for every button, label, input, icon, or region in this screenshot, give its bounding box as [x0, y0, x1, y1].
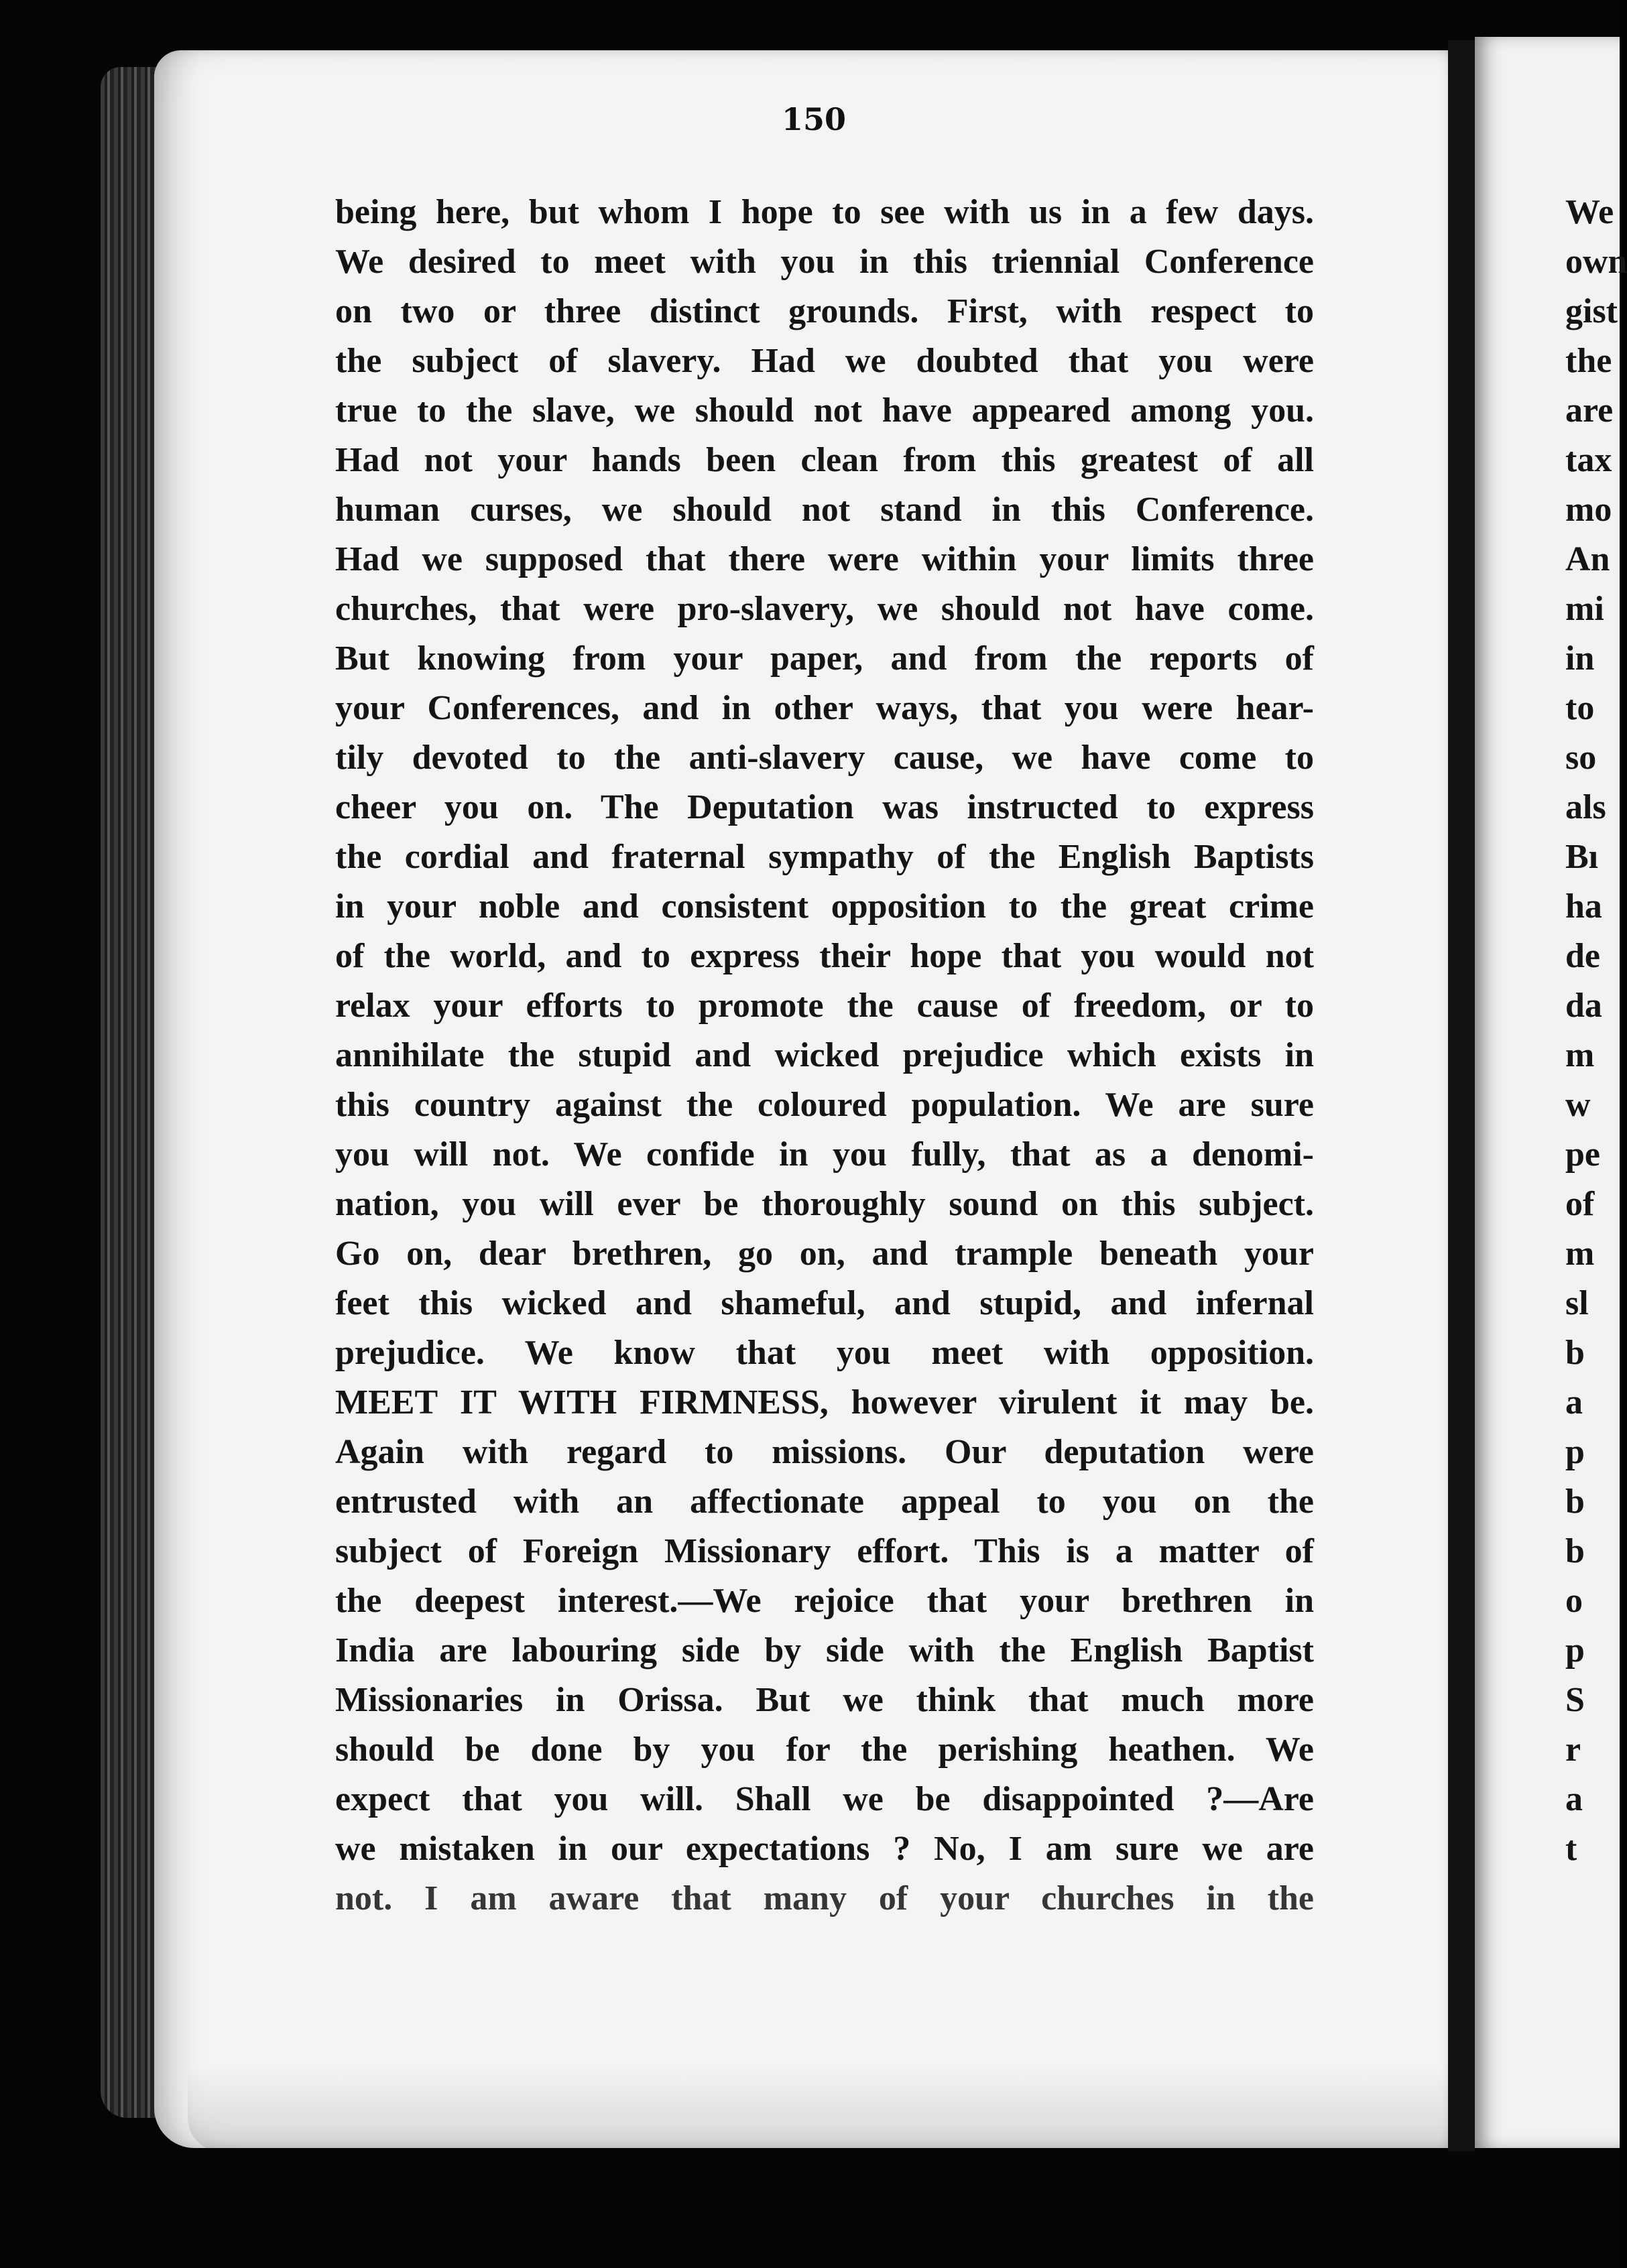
- text-line: in your noble and consistent opposition to the great crime: [335, 887, 1314, 926]
- right-text-fragment: so: [1565, 739, 1597, 777]
- text-line: the cordial and fraternal sympathy of the English Baptists: [335, 838, 1314, 876]
- right-text-fragment: in: [1565, 639, 1595, 678]
- right-text-fragment: b: [1565, 1334, 1585, 1372]
- text-line: Again with regard to missions. Our deputation were: [335, 1433, 1314, 1471]
- text-line: churches, that were pro-slavery, we should not have come.: [335, 590, 1314, 628]
- right-text-fragment: de: [1565, 937, 1600, 975]
- text-line: Had we supposed that there were within your limits three: [335, 540, 1314, 578]
- text-line: But knowing from your paper, and from the reports of: [335, 639, 1314, 678]
- text-line: the deepest interest.—We rejoice that your brethren in: [335, 1582, 1314, 1620]
- text-line: entrusted with an affectionate appeal to you on the: [335, 1483, 1314, 1521]
- right-text-fragment: o: [1565, 1582, 1583, 1620]
- right-text-fragment: sl: [1565, 1284, 1589, 1322]
- text-line: the subject of slavery. Had we doubted that you were: [335, 342, 1314, 380]
- text-line: on two or three distinct grounds. First, with respect to: [335, 292, 1314, 330]
- text-line: MEET IT WITH FIRMNESS, however virulent it may be.: [335, 1383, 1314, 1422]
- text-line: We desired to meet with you in this triennial Conference: [335, 243, 1314, 281]
- text-line: feet this wicked and shameful, and stupid, and infernal: [335, 1284, 1314, 1322]
- right-text-fragment: tax: [1565, 441, 1612, 479]
- right-text-fragment: own: [1565, 243, 1627, 281]
- right-text-fragment: pe: [1565, 1135, 1600, 1174]
- text-line: Missionaries in Orissa. But we think that much more: [335, 1681, 1314, 1719]
- text-line: of the world, and to express their hope that you would not: [335, 937, 1314, 975]
- right-text-fragment: a: [1565, 1383, 1583, 1422]
- text-line: relax your efforts to promote the cause of freedom, or to: [335, 987, 1314, 1025]
- text-line: true to the slave, we should not have appeared among you.: [335, 391, 1314, 430]
- right-text-fragment: An: [1565, 540, 1610, 578]
- text-line: this country against the coloured population. We are sure: [335, 1086, 1314, 1124]
- text-line: human curses, we should not stand in this Conference.: [335, 491, 1314, 529]
- right-text-fragment: a: [1565, 1780, 1583, 1818]
- right-text-fragment: of: [1565, 1185, 1595, 1223]
- right-text-fragment: b: [1565, 1483, 1585, 1521]
- text-line: Go on, dear brethren, go on, and trample beneath your: [335, 1235, 1314, 1273]
- right-text-fragment: the: [1565, 342, 1612, 380]
- page-number: 150: [781, 101, 847, 137]
- right-text-fragment: r: [1565, 1730, 1581, 1769]
- page-shadow: [188, 2064, 1448, 2151]
- text-line: Had not your hands been clean from this greatest of all: [335, 441, 1314, 479]
- right-text-fragment: t: [1565, 1830, 1577, 1868]
- text-line: cheer you on. The Deputation was instructed to express: [335, 788, 1314, 826]
- right-text-fragment: b: [1565, 1532, 1585, 1570]
- right-text-fragment: als: [1565, 788, 1606, 826]
- book-gutter: [1448, 40, 1475, 2151]
- right-text-fragment: S: [1565, 1681, 1585, 1719]
- body-text: [335, 188, 1314, 1924]
- text-line: you will not. We confide in you fully, that as a denomi-: [335, 1135, 1314, 1174]
- text-line: should be done by you for the perishing heathen. We: [335, 1730, 1314, 1769]
- text-line: subject of Foreign Missionary effort. This is a matter of: [335, 1532, 1314, 1570]
- text-line: tily devoted to the anti-slavery cause, we have come to: [335, 739, 1314, 777]
- text-line: not. I am aware that many of your churches in the: [335, 1879, 1314, 1917]
- right-text-fragment: m: [1565, 1036, 1595, 1074]
- text-line: we mistaken in our expectations ? No, I am sure we are: [335, 1830, 1314, 1868]
- right-text-fragment: Bı: [1565, 838, 1599, 876]
- text-line: nation, you will ever be thoroughly sound on this subject.: [335, 1185, 1314, 1223]
- text-line: being here, but whom I hope to see with us in a few days.: [335, 193, 1314, 231]
- text-line: prejudice. We know that you meet with opposition.: [335, 1334, 1314, 1372]
- right-text-fragment: p: [1565, 1433, 1585, 1471]
- text-line: India are labouring side by side with the English Baptist: [335, 1631, 1314, 1670]
- right-text-fragment: w: [1565, 1086, 1591, 1124]
- right-text-fragment: mi: [1565, 590, 1604, 628]
- right-text-fragment: gist: [1565, 292, 1618, 330]
- right-text-fragment: m: [1565, 1235, 1595, 1273]
- right-text-fragment: are: [1565, 391, 1614, 430]
- text-line: expect that you will. Shall we be disappointed ?—Are: [335, 1780, 1314, 1818]
- right-text-fragment: mo: [1565, 491, 1612, 529]
- text-line: annihilate the stupid and wicked prejudice which exists in: [335, 1036, 1314, 1074]
- right-page-text: [1565, 188, 1627, 1874]
- right-text-fragment: to: [1565, 689, 1595, 727]
- text-line: your Conferences, and in other ways, that you were hear-: [335, 689, 1314, 727]
- right-text-fragment: We: [1565, 193, 1614, 231]
- right-text-fragment: ha: [1565, 887, 1602, 926]
- right-text-fragment: p: [1565, 1631, 1585, 1670]
- right-text-fragment: da: [1565, 987, 1602, 1025]
